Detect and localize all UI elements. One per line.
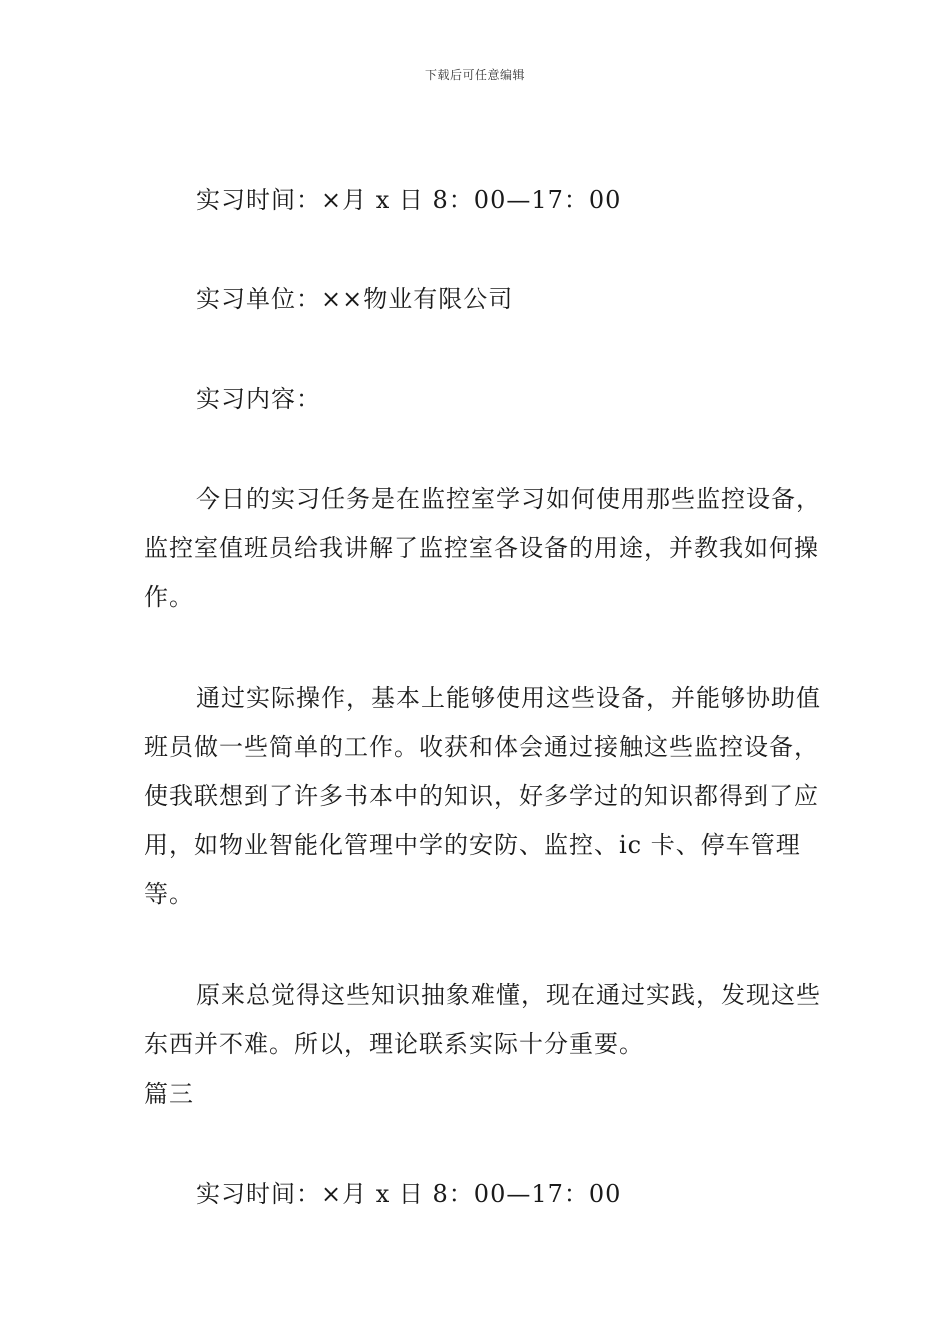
page-header: 下载后可任意编辑 (424, 68, 525, 82)
paragraph-internship-content-label: 实习内容： (196, 385, 321, 413)
paragraph-internship-unit: 实习单位：××物业有限公司 (196, 285, 514, 313)
paragraph-monitoring-task: 今日的实习任务是在监控室学习如何使用那些监控设备，监控室值班员给我讲解了监控室各设备的用途，并教我如何操作。 (144, 485, 821, 611)
section-heading: 篇三 (144, 1080, 194, 1108)
paragraph-reflection: 原来总觉得这些知识抽象难懂，现在通过实践，发现这些东西并不难。所以，理论联系实际十分重要。 (144, 981, 821, 1058)
paragraph-internship-time: 实习时间：×月 x 日 8：00—17：00 (196, 186, 622, 214)
paragraph-practical-operation: 通过实际操作，基本上能够使用这些设备，并能够协助值班员做一些简单的工作。收获和体会通过接触这些监控设备，使我联想到了许多书本中的知识，好多学过的知识都得到了应用，如物业智能化管理中学的安防、监控、ic 卡、停车管理等。 (144, 684, 821, 908)
paragraph-internship-time-2: 实习时间：×月 x 日 8：00—17：00 (196, 1180, 622, 1208)
